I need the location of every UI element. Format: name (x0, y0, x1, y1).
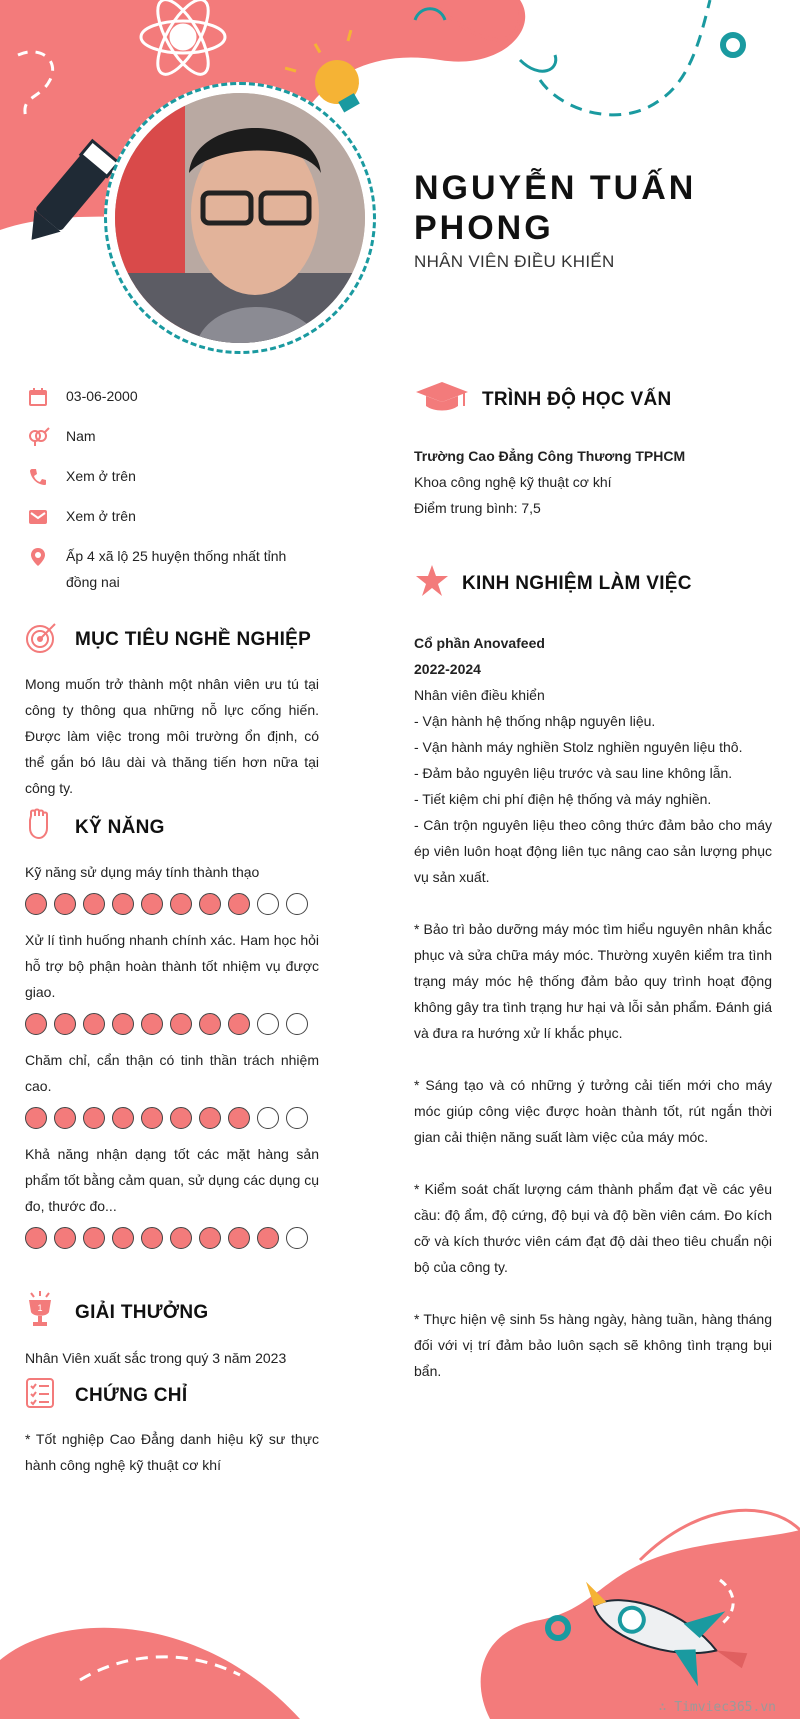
rating-dot-filled (170, 1107, 192, 1129)
experience-paragraph: * Sáng tạo và có những ý tưởng cải tiến mới cho máy móc giúp công việc được hoàn thành tốt, rút ngắn thời gian cải thiện năng suất làm việc của máy móc. (414, 1077, 772, 1145)
experience-position: Nhân viên điều khiển (414, 687, 545, 703)
rating-dot-filled (83, 893, 105, 915)
rating-dot-filled (170, 893, 192, 915)
profile-photo-frame (104, 82, 376, 354)
objective-title: MỤC TIÊU NGHỀ NGHIỆP (75, 628, 312, 650)
rating-dot-filled (199, 1013, 221, 1035)
awards-text: Nhân Viên xuất sắc trong quý 3 năm 2023 (25, 1350, 287, 1366)
rating-dot-filled (141, 893, 163, 915)
contact-phone (26, 466, 326, 489)
job-title: NHÂN VIÊN ĐIỀU KHIỂN (414, 252, 615, 271)
graduation-cap-icon (414, 380, 482, 419)
rating-dot-filled (54, 1013, 76, 1035)
rating-dot-filled (54, 1227, 76, 1249)
rating-dot-filled (83, 1227, 105, 1249)
education-gpa: Điểm trung bình: 7,5 (414, 500, 541, 516)
awards-heading (25, 1290, 319, 1335)
birthday-text: 03-06-2000 (66, 388, 138, 404)
certificates-text: * Tốt nghiệp Cao Đẳng danh hiệu kỹ sư thực hành công nghệ kỹ thuật cơ khí (25, 1431, 319, 1473)
rating-dot-empty (257, 893, 279, 915)
skill-rating (25, 1013, 319, 1035)
experience-company: Cổ phần Anovafeed (414, 635, 545, 651)
rating-dot-filled (83, 1013, 105, 1035)
duty-item: - Cân trộn nguyên liệu theo công thức đảm bảo cho máy ép viên luôn hoạt động liên tục nâng cao sản lượng phục vụ sản xuất. (414, 817, 772, 885)
phone-text: Xem ở trên (66, 468, 136, 484)
calendar-icon (26, 386, 50, 408)
experience-section (414, 563, 772, 1384)
duty-item: - Vận hành máy nghiền Stolz nghiền nguyên liệu thô. (414, 739, 743, 755)
skills-section (25, 808, 319, 1261)
rating-dot-filled (257, 1227, 279, 1249)
skills-list (25, 859, 319, 1249)
awards-section (25, 1290, 319, 1371)
rating-dot-filled (112, 1107, 134, 1129)
trophy-icon (25, 1290, 75, 1335)
awards-title: GIẢI THƯỞNG (75, 1301, 209, 1323)
rating-dot-filled (141, 1227, 163, 1249)
rating-dot-filled (199, 1227, 221, 1249)
skill-text: Chăm chỉ, cẩn thận có tinh thần trách nhiệm cao. (25, 1052, 319, 1094)
education-heading (414, 380, 772, 419)
contact-birthday (26, 386, 326, 409)
experience-body (414, 630, 772, 1384)
rating-dot-filled (228, 1107, 250, 1129)
education-major: Khoa công nghệ kỹ thuật cơ khí (414, 474, 612, 490)
experience-duties (414, 708, 772, 890)
education-section (414, 380, 772, 521)
rating-dot-filled (170, 1227, 192, 1249)
objective-text: Mong muốn trở thành một nhân viên ưu tú tại công ty thông qua những nỗ lực cống hiến. Được làm việc trong môi trường ổn định, có thể gắn bó lâu dài và thăng tiến hơn nữa tại công ty. (25, 676, 319, 796)
rating-dot-empty (286, 1107, 308, 1129)
skill-text: Xử lí tình huống nhanh chính xác. Ham học hỏi hỗ trợ bộ phận hoàn thành tốt nhiệm vụ được giao. (25, 932, 319, 1000)
contact-address (26, 546, 326, 595)
rating-dot-empty (286, 893, 308, 915)
duty-item: - Tiết kiệm chi phí điện hệ thống và máy nghiền. (414, 791, 712, 807)
profile-photo (115, 93, 365, 343)
rating-dot-filled (25, 1227, 47, 1249)
candidate-name: NGUYỄN TUẤN PHONG (414, 169, 697, 247)
rating-dot-filled (199, 1107, 221, 1129)
fist-icon (25, 808, 75, 847)
skill-text: Khả năng nhận dạng tốt các mặt hàng sản phẩm tốt bằng cảm quan, sử dụng các dụng cụ đo, thước đo... (25, 1146, 319, 1214)
experience-paragraphs (414, 916, 772, 1384)
rating-dot-filled (170, 1013, 192, 1035)
skill-rating (25, 1227, 319, 1249)
email-icon (26, 506, 50, 528)
bottom-decoration (0, 1500, 800, 1719)
rating-dot-filled (228, 893, 250, 915)
watermark: ∴ Timviec365.vn (658, 1700, 776, 1715)
certificates-section (25, 1377, 319, 1478)
rating-dot-filled (112, 1013, 134, 1035)
contact-list (26, 386, 326, 612)
location-icon (26, 546, 50, 568)
experience-paragraph: * Thực hiện vệ sinh 5s hàng ngày, hàng tuần, hàng tháng đối với vị trí đảm bảo luôn sạch sẽ không tình trạng bụi bẩn. (414, 1311, 772, 1379)
skill-rating (25, 1107, 319, 1129)
rating-dot-empty (257, 1107, 279, 1129)
skill-rating (25, 893, 319, 915)
experience-period: 2022-2024 (414, 661, 481, 677)
skill-text: Kỹ năng sử dụng máy tính thành thạo (25, 864, 260, 880)
duty-item: - Đảm bảo nguyên liệu trước và sau line không lẫn. (414, 765, 733, 781)
experience-paragraph: * Kiểm soát chất lượng cám thành phẩm đạt về các yêu cầu: độ ẩm, độ cứng, độ bụi và độ bền viên cám. Đo kích cỡ và kích thước viên cám đạt độ dài theo tiêu chuẩn nội bộ của công ty. (414, 1181, 772, 1275)
rating-dot-filled (199, 893, 221, 915)
contact-email (26, 506, 326, 529)
education-title: TRÌNH ĐỘ HỌC VẤN (482, 388, 672, 410)
rating-dot-empty (257, 1013, 279, 1035)
rating-dot-empty (286, 1227, 308, 1249)
checklist-icon (25, 1377, 75, 1414)
rating-dot-filled (25, 1107, 47, 1129)
duty-item: - Vận hành hệ thống nhập nguyên liệu. (414, 713, 656, 729)
rating-dot-filled (25, 1013, 47, 1035)
gender-text: Nam (66, 428, 96, 444)
gender-icon (26, 426, 50, 448)
rating-dot-filled (141, 1107, 163, 1129)
target-icon (25, 620, 75, 659)
education-school: Trường Cao Đẳng Công Thương TPHCM (414, 448, 686, 464)
experience-heading (414, 563, 772, 604)
skills-title: KỸ NĂNG (75, 816, 165, 838)
rating-dot-filled (54, 1107, 76, 1129)
svg-text:1: 1 (37, 1303, 43, 1313)
rating-dot-filled (54, 893, 76, 915)
certificates-title: CHỨNG CHỈ (75, 1384, 188, 1406)
experience-title: KINH NGHIỆM LÀM VIỆC (462, 572, 692, 594)
star-icon (414, 563, 462, 604)
rating-dot-filled (112, 893, 134, 915)
rating-dot-empty (286, 1013, 308, 1035)
objective-heading (25, 620, 319, 659)
phone-icon (26, 466, 50, 488)
rating-dot-filled (228, 1227, 250, 1249)
contact-gender (26, 426, 326, 449)
address-text: Ấp 4 xã lộ 25 huyện thống nhất tỉnh đồng nai (66, 548, 287, 590)
skills-heading (25, 808, 319, 847)
rating-dot-filled (25, 893, 47, 915)
rating-dot-filled (228, 1013, 250, 1035)
rating-dot-filled (112, 1227, 134, 1249)
experience-paragraph: * Bảo trì bảo dưỡng máy móc tìm hiểu nguyên nhân khắc phục và sửa chữa máy móc. Thường xuyên kiểm tra tình trạng máy móc hệ thống đảm bảo quy trình hoạt động không gây tra tình trạng hư hại và lỗi sản phẩm. Đánh giá và đưa ra hướng xử lí khắc phục. (414, 921, 772, 1041)
rating-dot-filled (83, 1107, 105, 1129)
certificates-heading (25, 1377, 319, 1414)
objective-section (25, 620, 319, 801)
rating-dot-filled (141, 1013, 163, 1035)
email-text: Xem ở trên (66, 508, 136, 524)
